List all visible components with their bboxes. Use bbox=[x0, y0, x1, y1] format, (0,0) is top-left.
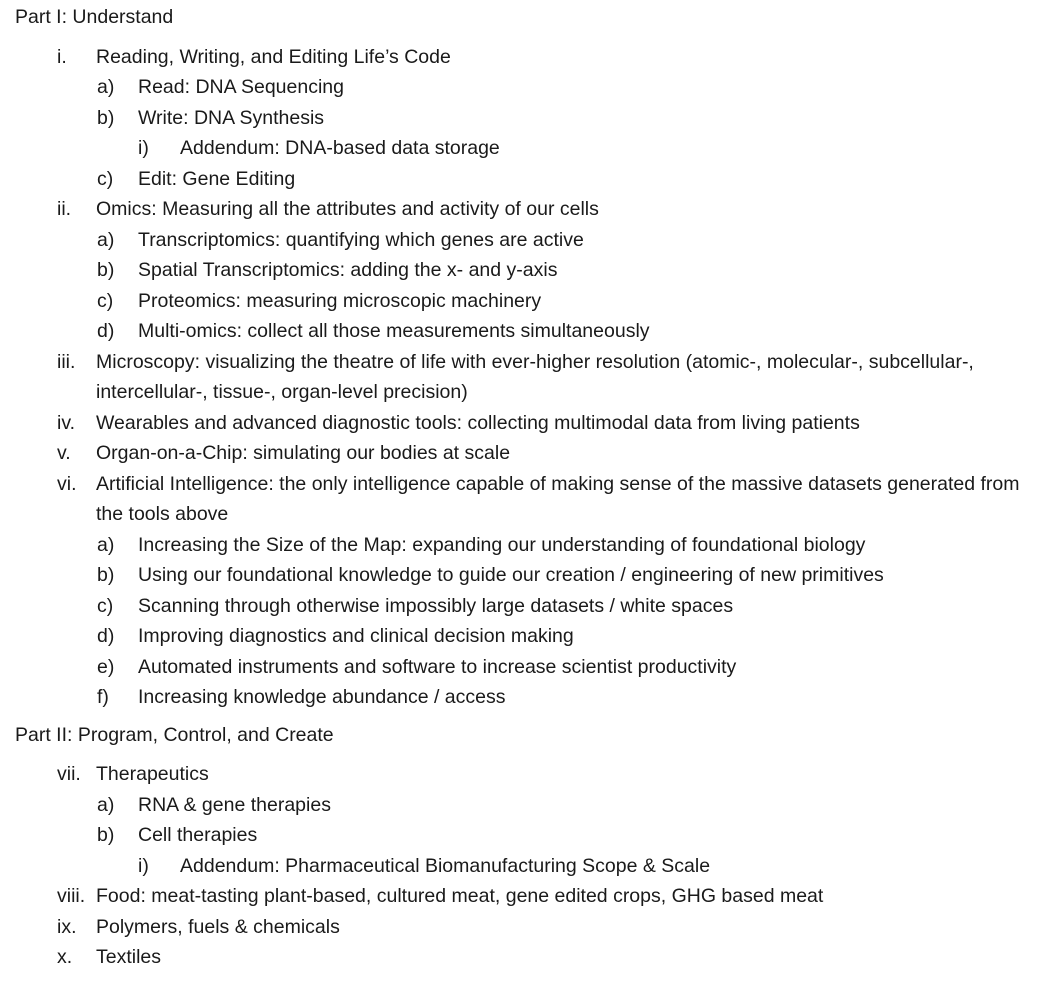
list-item-text: Addendum: DNA-based data storage bbox=[180, 137, 500, 159]
list-item-text: Using our foundational knowledge to guide our creation / engineering of new primitives bbox=[138, 564, 884, 586]
list-item bbox=[0, 408, 1028, 439]
list-marker: b) bbox=[97, 259, 115, 281]
list-item-text: Therapeutics bbox=[96, 763, 209, 785]
list-item-text: Increasing knowledge abundance / access bbox=[138, 686, 506, 708]
list-marker: a) bbox=[97, 793, 115, 816]
list-item-text: Reading, Writing, and Editing Life’s Code bbox=[96, 45, 451, 68]
list-marker: v. bbox=[57, 442, 71, 464]
list-item-text: Organ-on-a-Chip: simulating our bodies at scale bbox=[96, 442, 511, 464]
list-item-text: Increasing the Size of the Map: expanding our understanding of foundational biology bbox=[138, 533, 866, 556]
list-item-text: Automated instruments and software to increase scientist productivity bbox=[138, 655, 737, 678]
list-item-text: Proteomics: measuring microscopic machinery bbox=[138, 289, 542, 312]
list-marker: i. bbox=[57, 45, 67, 68]
list-item bbox=[0, 316, 1028, 347]
list-marker: vii. bbox=[57, 763, 81, 785]
list-item-text: Textiles bbox=[96, 946, 162, 968]
list-item bbox=[0, 438, 1028, 469]
list-marker: c) bbox=[97, 594, 114, 617]
list-item bbox=[0, 652, 1028, 683]
list-marker: a) bbox=[97, 76, 115, 98]
list-item bbox=[0, 194, 1028, 225]
list-marker: d) bbox=[97, 320, 115, 342]
list-item-text: Artificial Intelligence: the only intelligence capable of making sense of the massive datasets generated from the tools above bbox=[96, 472, 1020, 525]
list-item bbox=[0, 286, 1028, 317]
list-marker: f) bbox=[97, 686, 109, 708]
part-heading-2: Part II: Program, Control, and Create bbox=[15, 723, 334, 746]
list-marker: x. bbox=[57, 946, 73, 968]
list-item-text: Spatial Transcriptomics: adding the x- and y-axis bbox=[138, 259, 558, 281]
list-item bbox=[0, 851, 1028, 882]
list-item bbox=[0, 530, 1028, 561]
list-item-text: Wearables and advanced diagnostic tools: collecting multimodal data from living patients bbox=[96, 411, 860, 434]
list-item bbox=[0, 72, 1028, 103]
list-marker: vi. bbox=[57, 472, 77, 495]
list-marker: iv. bbox=[57, 411, 76, 434]
list-marker: a) bbox=[97, 533, 115, 556]
list-marker: b) bbox=[97, 824, 115, 846]
list-item bbox=[0, 103, 1028, 134]
list-item bbox=[0, 942, 1028, 973]
list-item bbox=[0, 591, 1028, 622]
list-item bbox=[0, 469, 1028, 530]
list-item-text: Scanning through otherwise impossibly large datasets / white spaces bbox=[138, 594, 734, 617]
list-item bbox=[0, 164, 1028, 195]
list-item bbox=[0, 133, 1028, 164]
list-item-text: Addendum: Pharmaceutical Biomanufacturing Scope & Scale bbox=[180, 854, 711, 877]
list-marker: c) bbox=[97, 167, 114, 190]
list-item-text: Omics: Measuring all the attributes and activity of our cells bbox=[96, 198, 599, 220]
list-marker: i) bbox=[138, 137, 149, 159]
list-item bbox=[0, 225, 1028, 256]
list-marker: ii. bbox=[57, 198, 72, 220]
list-item-text: Microscopy: visualizing the theatre of life with ever-higher resolution (atomic-, molecular-, subcellular-, intercellular-, tissue-, organ-level precision) bbox=[96, 350, 974, 403]
list-item-text: Polymers, fuels & chemicals bbox=[96, 915, 340, 938]
list-marker: iii. bbox=[57, 350, 76, 373]
list-item-text: Write: DNA Synthesis bbox=[138, 106, 325, 129]
list-item bbox=[0, 790, 1028, 821]
list-item bbox=[0, 347, 1028, 408]
list-marker: i) bbox=[138, 854, 149, 877]
list-item bbox=[0, 912, 1028, 943]
list-item-text: Improving diagnostics and clinical decision making bbox=[138, 625, 574, 647]
list-item bbox=[0, 820, 1028, 851]
list-item bbox=[0, 881, 1028, 912]
list-marker: e) bbox=[97, 655, 115, 678]
part-2-list bbox=[0, 759, 1028, 973]
list-marker: d) bbox=[97, 625, 115, 647]
list-item-text: Transcriptomics: quantifying which genes are active bbox=[138, 228, 584, 251]
list-item bbox=[0, 621, 1028, 652]
list-item bbox=[0, 42, 1028, 73]
list-item-text: Read: DNA Sequencing bbox=[138, 76, 344, 98]
list-item-text: Cell therapies bbox=[138, 824, 258, 846]
list-item-text: Multi-omics: collect all those measurements simultaneously bbox=[138, 320, 650, 342]
list-marker: b) bbox=[97, 564, 115, 586]
list-item-text: Edit: Gene Editing bbox=[138, 167, 296, 190]
list-item-text: Food: meat-tasting plant-based, cultured meat, gene edited crops, GHG based meat bbox=[96, 885, 824, 907]
list-item bbox=[0, 759, 1028, 790]
list-marker: a) bbox=[97, 228, 115, 251]
list-item bbox=[0, 682, 1028, 713]
list-item-text: RNA & gene therapies bbox=[138, 793, 331, 816]
list-item bbox=[0, 255, 1028, 286]
list-item bbox=[0, 560, 1028, 591]
part-1-list bbox=[0, 42, 1028, 713]
part-heading-1: Part I: Understand bbox=[15, 6, 174, 28]
list-marker: c) bbox=[97, 289, 114, 312]
list-marker: b) bbox=[97, 106, 115, 129]
list-marker: viii. bbox=[57, 885, 86, 907]
list-marker: ix. bbox=[57, 915, 77, 938]
